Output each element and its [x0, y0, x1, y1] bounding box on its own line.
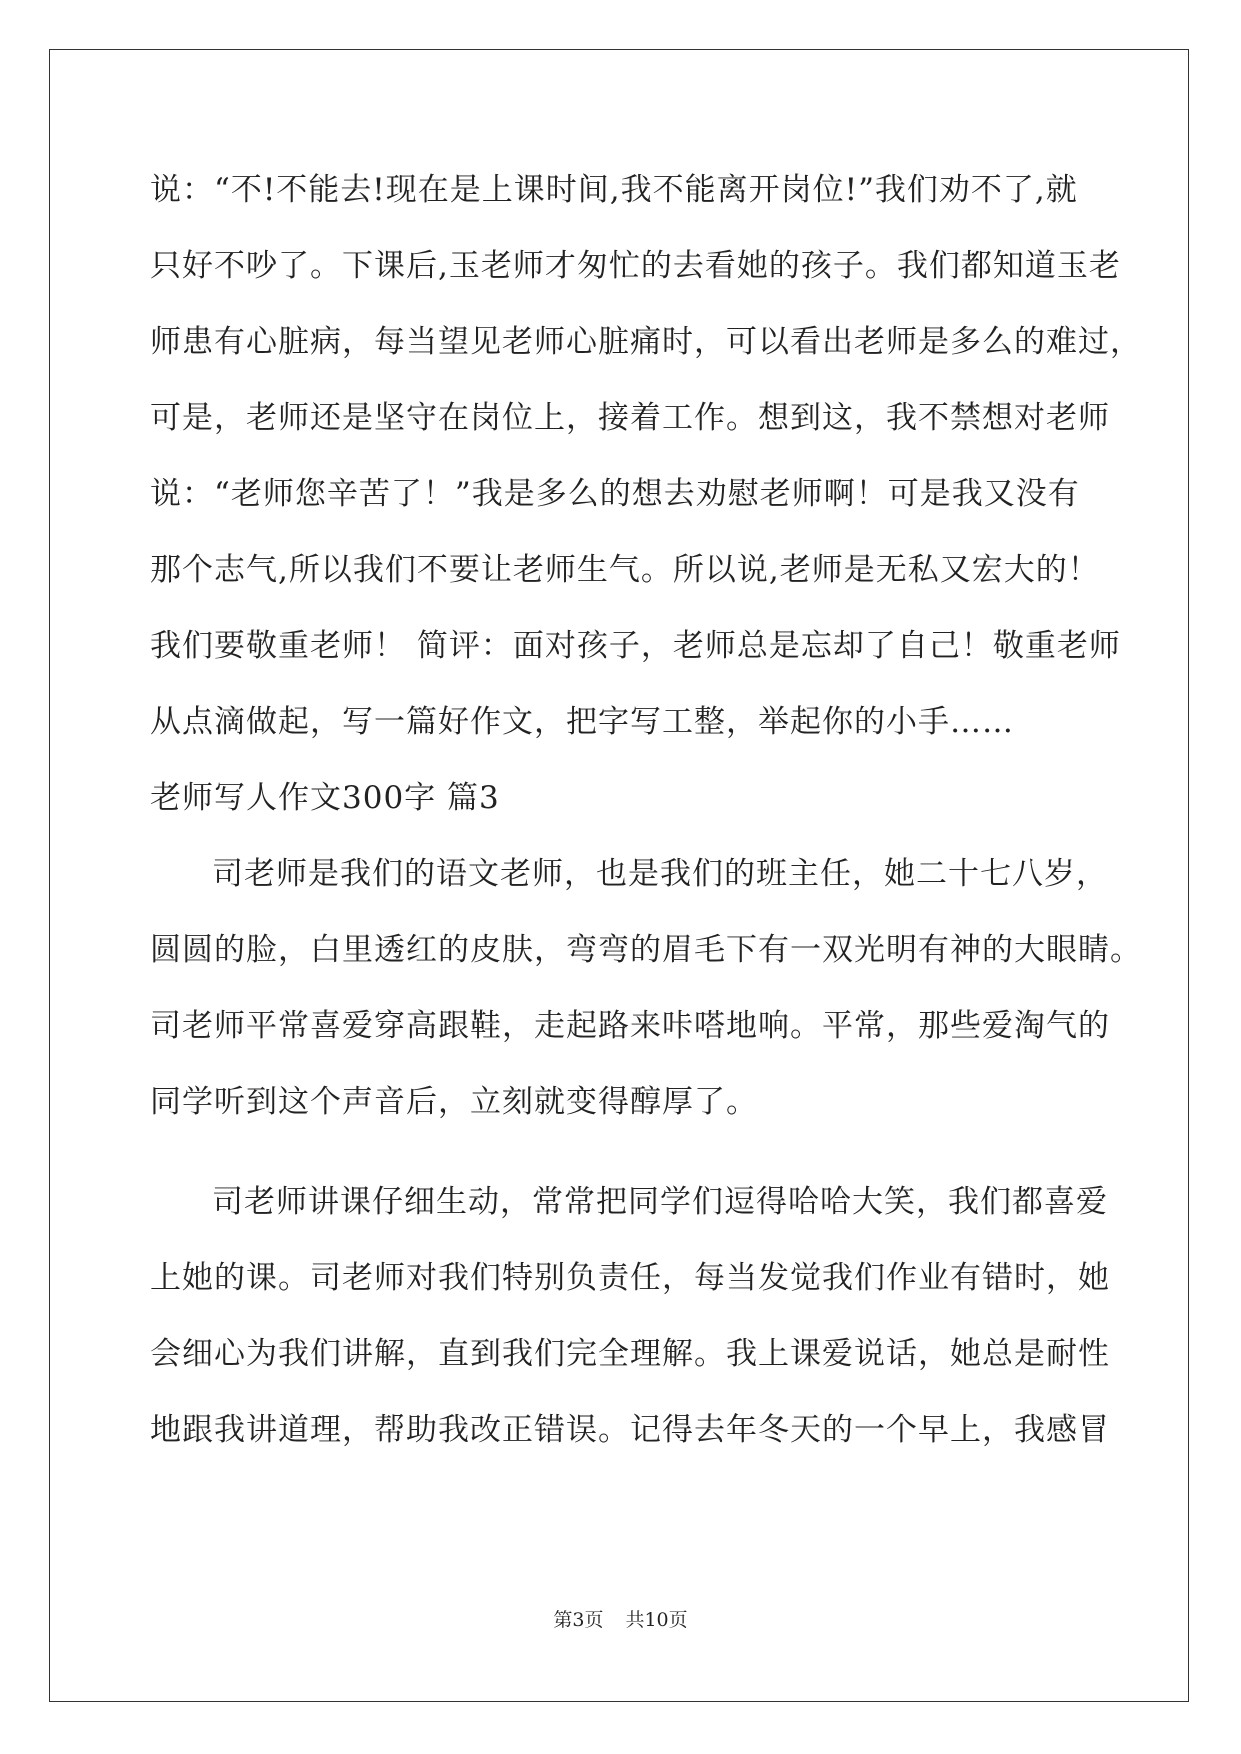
text-line-5: 说：“老师您辛苦了！”我是多么的想去劝慰老师啊！可是我又没有: [150, 476, 1080, 512]
text-line-13: 同学听到这个声音后，立刻就变得醇厚了。: [150, 1084, 758, 1120]
text-line-16: 会细心为我们讲解，直到我们完全理解。我上课爱说话，她总是耐性: [150, 1336, 1110, 1372]
page-number: 第3页: [553, 1609, 604, 1631]
text-line-4: 可是，老师还是坚守在岗位上，接着工作。想到这，我不禁想对老师: [150, 400, 1110, 436]
text-line-14: 司老师讲课仔细生动，常常把同学们逗得哈哈大笑，我们都喜爱: [212, 1184, 1108, 1220]
text-line-7: 我们要敬重老师！ 简评：面对孩子，老师总是忘却了自己！敬重老师: [150, 628, 1121, 664]
section-heading: 老师写人作文300字 篇3: [150, 780, 500, 816]
text-line-11: 圆圆的脸，白里透红的皮肤，弯弯的眉毛下有一双光明有神的大眼睛。: [150, 932, 1142, 968]
text-line-3: 师患有心脏病，每当望见老师心脏痛时，可以看出老师是多么的难过，: [150, 324, 1142, 360]
text-line-8: 从点滴做起，写一篇好作文，把字写工整，举起你的小手……: [150, 704, 1014, 740]
text-line-1: 说：“不!不能去!现在是上课时间,我不能离开岗位!”我们劝不了,就: [150, 172, 1078, 208]
text-line-15: 上她的课。司老师对我们特别负责任，每当发觉我们作业有错时，她: [150, 1260, 1110, 1296]
text-line-12: 司老师平常喜爱穿高跟鞋，走起路来咔嗒地响。平常，那些爱淘气的: [150, 1008, 1110, 1044]
page-footer: [0, 1608, 1241, 1632]
page-total: 共10页: [625, 1609, 688, 1631]
text-line-10: 司老师是我们的语文老师，也是我们的班主任，她二十七八岁，: [212, 856, 1108, 892]
text-line-6: 那个志气,所以我们不要让老师生气。所以说,老师是无私又宏大的！: [150, 552, 1100, 588]
text-line-2: 只好不吵了。下课后,玉老师才匆忙的去看她的孩子。我们都知道玉老: [150, 248, 1121, 284]
text-line-17: 地跟我讲道理，帮助我改正错误。记得去年冬天的一个早上，我感冒: [150, 1412, 1110, 1448]
